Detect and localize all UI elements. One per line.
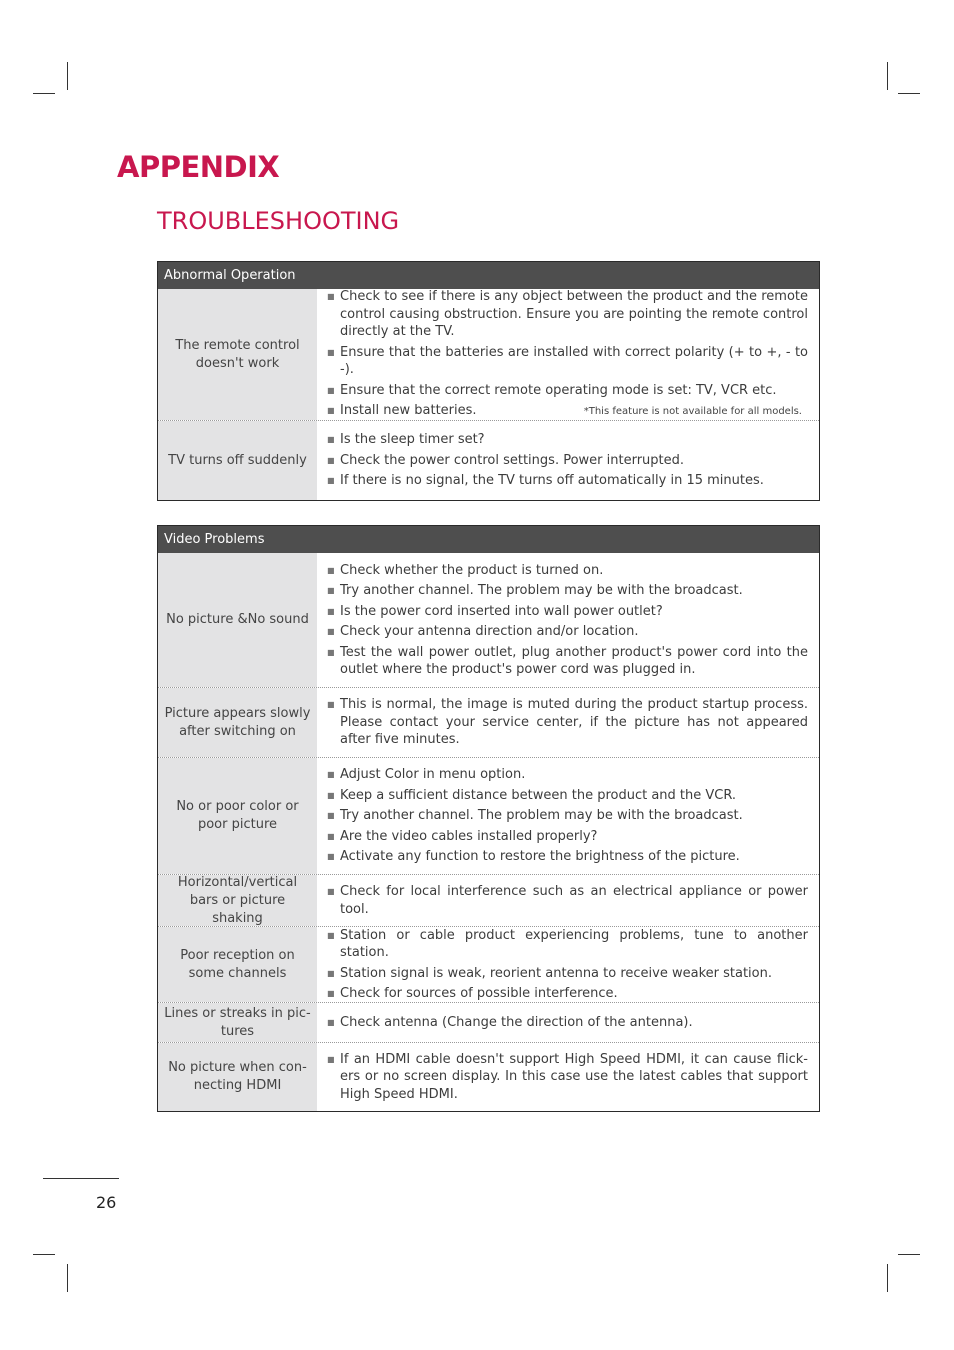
solutions-cell (317, 421, 819, 500)
solution-item: ■ Station or cable product experiencing problems, tune to another station. (327, 927, 808, 960)
solution-item: ■ Station signal is weak, reorient antenna to receive weaker station. (327, 965, 772, 981)
abnormal-operation-table (157, 261, 820, 501)
crop-mark (67, 62, 68, 90)
solution-item: ■ If an HDMI cable doesn't support High Speed HDMI, it can cause flick-ers or no screen display. In this case use the latest cables that support High Speed HDMI. (327, 1051, 808, 1102)
square-bullet-icon: ■ (327, 852, 335, 862)
solution-item: ■ Check antenna (Change the direction of the antenna). (327, 1014, 693, 1030)
feature-note: *This feature is not available for all models. (583, 406, 802, 418)
crop-mark (67, 1264, 68, 1292)
solution-item: ■ Try another channel. The problem may be with the broadcast. (327, 583, 743, 598)
crop-mark (887, 62, 888, 90)
square-bullet-icon: ■ (327, 770, 335, 780)
square-bullet-icon: ■ (327, 968, 335, 978)
page-number: 26 (96, 1193, 117, 1212)
footer-rule (43, 1178, 119, 1179)
solution-item: ■ If there is no signal, the TV turns off automatically in 15 minutes. (327, 473, 764, 489)
problem-cell: Horizontal/vertical bars or picture shaking (158, 875, 317, 926)
solutions-cell (317, 758, 819, 874)
table-row (158, 289, 819, 420)
crop-mark (898, 93, 920, 94)
square-bullet-icon: ■ (327, 586, 335, 595)
solution-item: ■ Test the wall power outlet, plug another product's power cord into the outlet where the product's power cord was plugged in. (327, 644, 808, 677)
table-header: Video Problems (158, 526, 819, 553)
square-bullet-icon: ■ (327, 627, 335, 636)
solution-item: ■ Check your antenna direction and/or location. (327, 624, 639, 639)
square-bullet-icon: ■ (327, 1054, 335, 1064)
problem-cell: No picture &No sound (158, 553, 317, 687)
crop-mark (33, 93, 55, 94)
page-heading: APPENDIX (117, 150, 280, 184)
solutions-cell (317, 927, 819, 1002)
solution-item: ■ This is normal, the image is muted during the product startup process. Please contact your service center, if the picture has not appeared after five minutes. (327, 697, 808, 748)
problem-cell: No or poor color or poor picture (158, 758, 317, 874)
solution-item: ■ Is the power cord inserted into wall power outlet? (327, 603, 663, 619)
solution-item: ■ Ensure that the correct remote operating mode is set: TV, VCR etc. (327, 382, 777, 398)
solution-item: ■ Check for local interference such as an electrical appliance or power tool. (327, 884, 808, 917)
solution-item: ■ Check to see if there is any object between the product and the remote control causing obstruction. Ensure you are pointing the remote control directly at the TV. (327, 289, 808, 340)
square-bullet-icon: ■ (327, 347, 335, 357)
square-bullet-icon: ■ (327, 700, 335, 710)
problem-cell: Lines or streaks in pic-tures (158, 1003, 317, 1042)
solution-item: ■ Activate any function to restore the brightness of the picture. (327, 849, 740, 865)
solution-item: ■ Is the sleep timer set? (327, 432, 485, 448)
solutions-cell (317, 875, 819, 926)
table-row (158, 420, 819, 500)
square-bullet-icon: ■ (327, 455, 335, 465)
square-bullet-icon: ■ (327, 647, 335, 657)
problem-cell: No picture when con-necting HDMI (158, 1043, 317, 1111)
square-bullet-icon: ■ (327, 406, 335, 416)
solutions-cell (317, 1003, 819, 1042)
problem-cell: TV turns off suddenly (158, 421, 317, 500)
solution-item: ■ Check for sources of possible interference. (327, 986, 618, 1001)
table-row (158, 757, 819, 874)
table-row (158, 687, 819, 757)
solution-item: ■ Check whether the product is turned on. (327, 562, 604, 578)
table-row (158, 553, 819, 687)
table-row (158, 1042, 819, 1111)
solutions-cell (317, 1043, 819, 1111)
table-row (158, 926, 819, 1002)
square-bullet-icon: ■ (327, 606, 335, 616)
solution-item: ■ Keep a sufficient distance between the product and the VCR. (327, 787, 737, 803)
square-bullet-icon: ■ (327, 1017, 335, 1027)
solution-item: ■ Try another channel. The problem may be with the broadcast. (327, 808, 743, 824)
solution-item: ■ Ensure that the batteries are installed with correct polarity (+ to +, - to -). (327, 344, 808, 378)
table-row (158, 874, 819, 926)
square-bullet-icon: ■ (327, 887, 335, 896)
section-title: TROUBLESHOOTING (157, 207, 400, 235)
square-bullet-icon: ■ (327, 989, 335, 998)
square-bullet-icon: ■ (327, 790, 335, 800)
solution-item: ■ Are the video cables installed properly? (327, 828, 598, 844)
square-bullet-icon: ■ (327, 811, 335, 821)
solutions-cell (317, 289, 819, 420)
solutions-cell (317, 553, 819, 687)
square-bullet-icon: ■ (327, 292, 335, 302)
crop-mark (898, 1254, 920, 1255)
video-problems-table (157, 525, 820, 1112)
solution-item: ■ Check the power control settings. Power interrupted. (327, 452, 685, 468)
solution-item: ■ Install new batteries. *This feature is not available for all models. (327, 402, 808, 421)
solution-item: ■ Adjust Color in menu option. (327, 767, 526, 783)
problem-cell: Poor reception on some channels (158, 927, 317, 1002)
square-bullet-icon: ■ (327, 831, 335, 841)
square-bullet-icon: ■ (327, 930, 335, 940)
square-bullet-icon: ■ (327, 476, 335, 486)
problem-cell: The remote control doesn't work (158, 289, 317, 420)
square-bullet-icon: ■ (327, 435, 335, 445)
crop-mark (887, 1264, 888, 1292)
square-bullet-icon: ■ (327, 385, 335, 395)
table-header: Abnormal Operation (158, 262, 819, 289)
problem-cell: Picture appears slowly after switching on (158, 688, 317, 757)
square-bullet-icon: ■ (327, 565, 335, 575)
table-row (158, 1002, 819, 1042)
solutions-cell (317, 688, 819, 757)
crop-mark (33, 1254, 55, 1255)
